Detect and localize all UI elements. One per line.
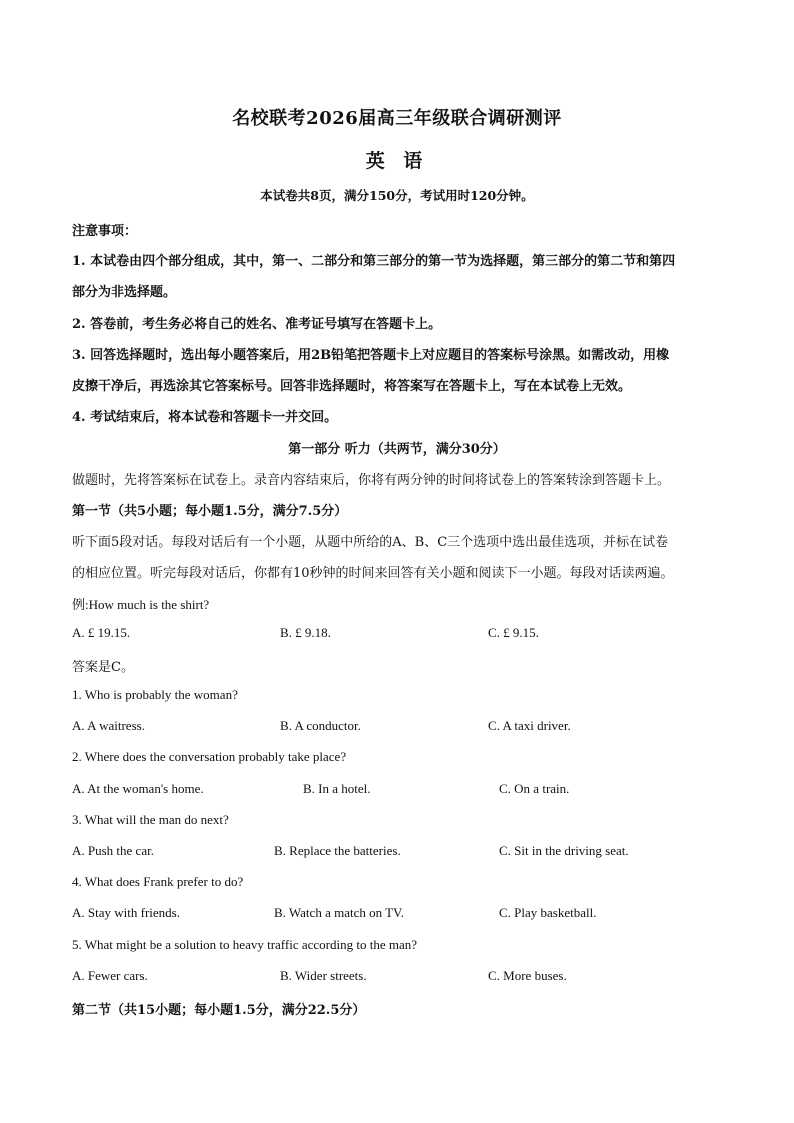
question-3-option-c: C. Sit in the driving seat. <box>499 843 629 858</box>
question-1-option-c: C. A taxi driver. <box>488 718 571 733</box>
exam-title: 名校联考2026届高三年级联合调研测评 <box>232 108 562 129</box>
example-option-a: A. £ 19.15. <box>72 625 131 640</box>
question-2-option-a: A. At the woman's home. <box>72 781 204 796</box>
subject-title: 英 语 <box>365 150 429 172</box>
question-3-option-b: B. Replace the batteries. <box>274 843 401 858</box>
question-5-option-a: A. Fewer cars. <box>72 968 148 983</box>
example-question: 例:How much is the shirt? <box>72 597 210 612</box>
question-1-option-b: B. A conductor. <box>280 718 361 733</box>
question-5: 5. What might be a solution to heavy traffic according to the man? <box>72 937 418 952</box>
question-1: 1. Who is probably the woman? <box>72 687 238 702</box>
question-4: 4. What does Frank prefer to do? <box>72 874 244 889</box>
note-item-1: 1. 本试卷由四个部分组成，其中，第一、二部分和第三部分的第一节为选择题，第三部分的第二节和第四 <box>72 254 676 269</box>
question-3-option-a: A. Push the car. <box>72 843 154 858</box>
section2-heading: 第二节（共15小题；每小题1.5分，满分22.5分） <box>72 1003 366 1018</box>
example-option-b: B. £ 9.18. <box>280 625 331 640</box>
question-4-option-c: C. Play basketball. <box>499 905 597 920</box>
exam-info: 本试卷共8页，满分150分，考试用时120分钟。 <box>260 188 534 203</box>
section1-instruction-cont: 的相应位置。听完每段对话后，你都有10秒钟的时间来回答有关小题和阅读下一小题。每段对话读两遍。 <box>72 566 674 581</box>
question-3: 3. What will the man do next? <box>72 812 229 827</box>
example-answer: 答案是C。 <box>72 660 134 675</box>
note-item-3: 3. 回答选择题时，选出每小题答案后，用2B铅笔把答题卡上对应题目的答案标号涂黑。如需改动，用橡 <box>72 348 670 363</box>
section1-heading: 第一节（共5小题；每小题1.5分，满分7.5分） <box>72 504 348 519</box>
question-5-option-b: B. Wider streets. <box>280 968 367 983</box>
question-2-option-b: B. In a hotel. <box>303 781 371 796</box>
part1-heading: 第一部分 听力（共两节，满分30分） <box>288 442 506 457</box>
question-1-option-a: A. A waitress. <box>72 718 145 733</box>
question-4-option-a: A. Stay with friends. <box>72 905 180 920</box>
note-item-3-cont: 皮擦干净后，再选涂其它答案标号。回答非选择题时，将答案写在答题卡上，写在本试卷上无效。 <box>72 379 632 394</box>
notes-heading: 注意事项： <box>72 224 138 239</box>
section1-instruction: 听下面5段对话。每段对话后有一个小题，从题中所给的A、B、C三个选项中选出最佳选项，并标在试卷 <box>72 535 669 550</box>
part1-instruction: 做题时，先将答案标在试卷上。录音内容结束后，你将有两分钟的时间将试卷上的答案转涂到答题卡上。 <box>72 473 671 488</box>
example-option-c: C. £ 9.15. <box>488 625 539 640</box>
question-5-option-c: C. More buses. <box>488 968 567 983</box>
note-item-1-cont: 部分为非选择题。 <box>72 285 177 300</box>
question-2: 2. Where does the conversation probably take place? <box>72 749 347 764</box>
note-item-2: 2. 答卷前，考生务必将自己的姓名、准考证号填写在答题卡上。 <box>72 317 442 332</box>
question-2-option-c: C. On a train. <box>499 781 570 796</box>
question-4-option-b: B. Watch a match on TV. <box>274 905 405 920</box>
note-item-4: 4. 考试结束后，将本试卷和答题卡一并交回。 <box>72 410 338 425</box>
